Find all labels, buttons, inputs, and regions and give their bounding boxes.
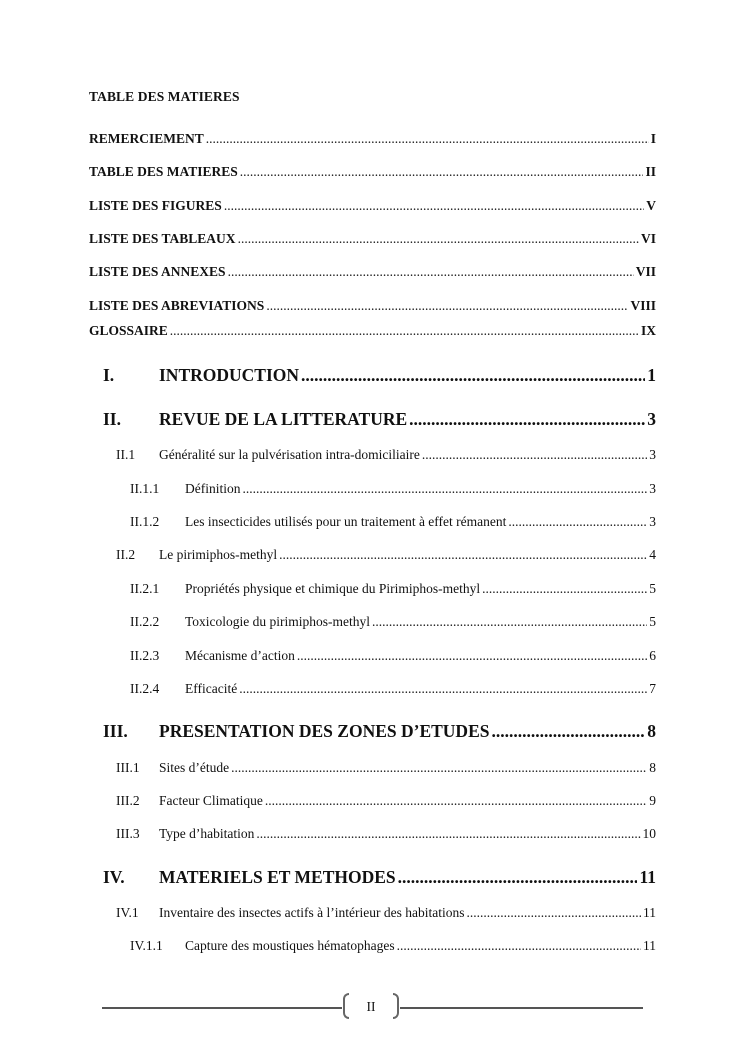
dot-leader <box>170 323 639 339</box>
dot-leader <box>239 681 647 697</box>
toc-subsection[interactable] <box>130 681 656 697</box>
toc-entry-label: Toxicologie du pirimiphos-methyl <box>185 614 371 629</box>
toc-entry-page: 9 <box>649 793 656 808</box>
toc-entry-liste-des-annexes[interactable] <box>89 264 656 280</box>
toc-entry-page: 11 <box>643 938 656 953</box>
toc-chapter[interactable] <box>103 409 656 430</box>
toc-entry-page: V <box>646 198 656 213</box>
dot-leader <box>301 365 645 386</box>
toc-entry-label: GLOSSAIRE <box>89 323 168 338</box>
toc-chapter[interactable] <box>103 721 656 742</box>
toc-entry-liste-des-tableaux[interactable] <box>89 231 656 247</box>
toc-entry-label: Généralité sur la pulvérisation intra-domiciliaire <box>159 447 420 462</box>
toc-entry-page: 4 <box>649 547 656 562</box>
dot-leader <box>228 264 634 280</box>
dot-leader <box>467 905 641 921</box>
toc-entry-number: III.3 <box>116 826 140 841</box>
toc-section[interactable] <box>116 905 656 921</box>
toc-entry-page: I <box>650 131 656 146</box>
toc-entry-label: REVUE DE LA LITTERATURE <box>159 409 408 429</box>
toc-entry-page: VII <box>635 264 656 279</box>
toc-section[interactable] <box>116 793 656 809</box>
dot-leader <box>422 447 647 463</box>
toc-entry-page: 3 <box>647 409 656 429</box>
toc-chapter[interactable] <box>103 867 656 888</box>
page-title: TABLE DES MATIERES <box>89 89 240 104</box>
toc-entry-number: IV.1.1 <box>130 938 163 953</box>
toc-entry-table-des-matieres[interactable] <box>89 164 656 180</box>
toc-subsection[interactable] <box>130 581 656 597</box>
toc-entry-remerciement[interactable] <box>89 131 656 147</box>
dot-leader <box>243 481 648 497</box>
toc-entry-number: III.1 <box>116 760 140 775</box>
toc-entry-number: IV.1 <box>116 905 139 920</box>
toc-entry-label: Inventaire des insectes actifs à l’intérieur des habitations <box>159 905 465 920</box>
toc-entry-page: 3 <box>649 514 656 529</box>
toc-entry-number: I. <box>103 365 115 385</box>
toc-entry-label: Capture des moustiques hématophages <box>185 938 395 953</box>
toc-entry-liste-des-abreviations[interactable] <box>89 298 656 314</box>
toc-subsection[interactable] <box>130 514 656 530</box>
right-brace-ornament <box>393 993 399 1019</box>
toc-entry-number: II.1.1 <box>130 481 160 496</box>
toc-entry-number: II.2.2 <box>130 614 160 629</box>
toc-section[interactable] <box>116 826 656 842</box>
dot-leader <box>265 793 647 809</box>
toc-subsection[interactable] <box>130 938 656 954</box>
toc-entry-page: 11 <box>639 867 656 887</box>
toc-entry-page: IX <box>640 323 656 338</box>
toc-entry-label: LISTE DES ANNEXES <box>89 264 226 279</box>
toc-entry-label: Propriétés physique et chimique du Pirimiphos-methyl <box>185 581 481 596</box>
toc-entry-page: 3 <box>649 447 656 462</box>
toc-entry-page: II <box>645 164 656 179</box>
dot-leader <box>482 581 647 597</box>
dot-leader <box>256 826 640 842</box>
toc-entry-number: II.2.1 <box>130 581 160 596</box>
toc-entry-page: 5 <box>649 581 656 596</box>
toc-entry-label: Efficacité <box>185 681 238 696</box>
toc-entry-number: III.2 <box>116 793 140 808</box>
toc-entry-label: Type d’habitation <box>159 826 255 841</box>
toc-entry-label: LISTE DES ABREVIATIONS <box>89 298 265 313</box>
toc-section[interactable] <box>116 760 656 776</box>
toc-entry-label: Facteur Climatique <box>159 793 263 808</box>
toc-entry-label: LISTE DES TABLEAUX <box>89 231 236 246</box>
toc-entry-glossaire[interactable] <box>89 323 656 339</box>
toc-entry-page: 8 <box>649 760 656 775</box>
toc-entry-number: IV. <box>103 867 125 887</box>
footer-rule-right <box>400 1007 643 1009</box>
toc-subsection[interactable] <box>130 648 656 664</box>
dot-leader <box>508 514 647 530</box>
dot-leader <box>279 547 647 563</box>
footer-rule-left <box>102 1007 342 1009</box>
toc-entry-number: II. <box>103 409 121 429</box>
toc-chapter[interactable] <box>103 365 656 386</box>
toc-entry-number: III. <box>103 721 128 741</box>
toc-entry-number: II.2.4 <box>130 681 160 696</box>
toc-entry-page: 8 <box>647 721 656 741</box>
toc-entry-label: TABLE DES MATIERES <box>89 164 238 179</box>
toc-entry-label: INTRODUCTION <box>159 365 300 385</box>
toc-entry-page: 5 <box>649 614 656 629</box>
toc-entry-label: MATERIELS ET METHODES <box>159 867 396 887</box>
toc-entry-number: II.2 <box>116 547 136 562</box>
toc-entry-page: 6 <box>649 648 656 663</box>
toc-entry-label: Les insecticides utilisés pour un traitement à effet rémanent <box>185 514 507 529</box>
toc-entry-label: REMERCIEMENT <box>89 131 204 146</box>
toc-entry-page: 10 <box>642 826 656 841</box>
dot-leader <box>231 760 647 776</box>
toc-entry-label: Mécanisme d’action <box>185 648 295 663</box>
toc-entry-page: VIII <box>630 298 656 313</box>
toc-subsection[interactable] <box>130 614 656 630</box>
toc-entry-number: II.1.2 <box>130 514 160 529</box>
toc-entry-label: Définition <box>185 481 241 496</box>
toc-entry-page: VI <box>640 231 656 246</box>
toc-entry-page: 11 <box>643 905 656 920</box>
toc-section[interactable] <box>116 547 656 563</box>
toc-entry-page: 7 <box>649 681 656 696</box>
toc-entry-page: 3 <box>649 481 656 496</box>
dot-leader <box>397 938 641 954</box>
toc-entry-label: Sites d’étude <box>159 760 230 775</box>
toc-entry-page: 1 <box>647 365 656 385</box>
dot-leader <box>372 614 647 630</box>
toc-subsection[interactable] <box>130 481 656 497</box>
dot-leader <box>266 298 628 314</box>
toc-section[interactable] <box>116 447 656 463</box>
toc-entry-number: II.2.3 <box>130 648 160 663</box>
dot-leader <box>238 231 639 247</box>
dot-leader <box>398 867 638 888</box>
toc-entry-number: II.1 <box>116 447 136 462</box>
dot-leader <box>409 409 645 430</box>
toc-entry-label: LISTE DES FIGURES <box>89 198 222 213</box>
toc-entry-liste-des-figures[interactable] <box>89 198 656 214</box>
dot-leader <box>240 164 644 180</box>
dot-leader <box>224 198 644 214</box>
dot-leader <box>297 648 647 664</box>
toc-entry-label: Le pirimiphos-methyl <box>159 547 278 562</box>
dot-leader <box>491 721 645 742</box>
page-number: II <box>366 999 376 1014</box>
dot-leader <box>206 131 649 147</box>
toc-entry-label: PRESENTATION DES ZONES D’ETUDES <box>159 721 490 741</box>
